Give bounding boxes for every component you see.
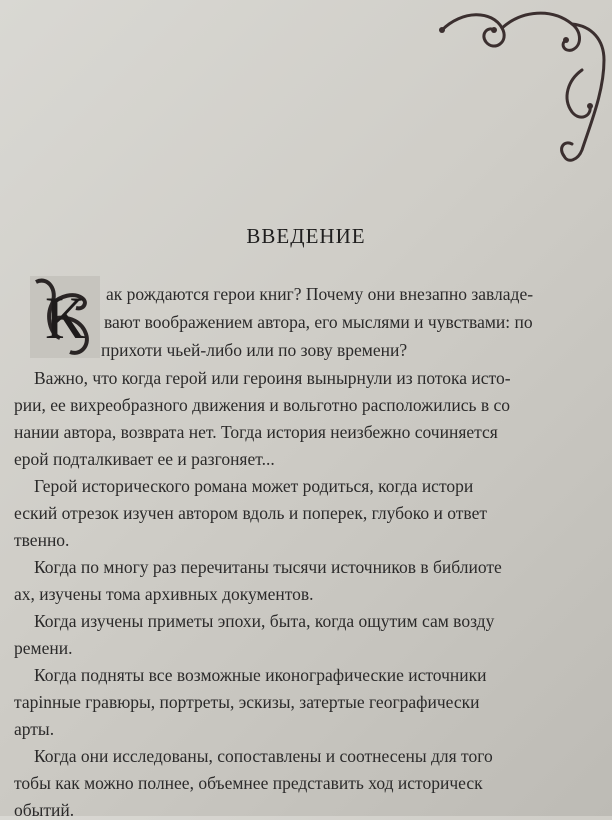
chapter-title: ВВЕДЕНИЕ [246,224,366,248]
text-line-2: вают воображением автора, его мыслями и чувствами: по [104,312,533,332]
text-line-19: тобы как можно полнее, объемнее представить ход историческ [14,773,483,793]
text-line-8: Герой исторического романа может родиться, когда истори [34,476,474,496]
decorative-dropcap [30,276,100,358]
text-line-12: ах, изучены тома архивных документов. [14,584,314,604]
text-line-5: рии, ее вихреобразного движения и вольготно расположились в со [14,395,510,415]
text-line-18: Когда они исследованы, сопоставлены и соотнесены для того [34,746,493,766]
text-line-4: Важно, что когда герой или героиня вынырнули из потока исто- [34,368,511,388]
text-line-10: твенно. [14,530,70,550]
text-line-1: ак рождаются герои книг? Почему они внезапно завладе- [106,284,534,304]
text-line-7: ерой подталкивает ее и разгоняет... [14,449,275,469]
dropcap-icon [30,276,100,358]
text-line-15: Когда подняты все возможные иконографические источники [34,665,487,685]
text-line-20: обытий. [14,800,75,820]
text-line-17: арты. [14,719,55,739]
text-line-6: нании автора, возврата нет. Тогда история неизбежно сочиняется [14,422,498,442]
text-line-14: ремени. [14,638,73,658]
text-line-16: тарinные гравюры, портреты, эскизы, затертые географически [14,692,480,712]
corner-ornament [432,0,612,180]
text-line-3: прихоти чьей-либо или по зову времени? [101,340,408,360]
text-line-11: Когда по многу раз перечитаны тысячи источников в библиоте [34,557,502,577]
text-line-9: еский отрезок изучен автором вдоль и поперек, глубоко и ответ [14,503,487,523]
text-line-13: Когда изучены приметы эпохи, быта, когда ощутим сам возду [34,611,495,631]
dropcap-letter: К [44,285,86,351]
